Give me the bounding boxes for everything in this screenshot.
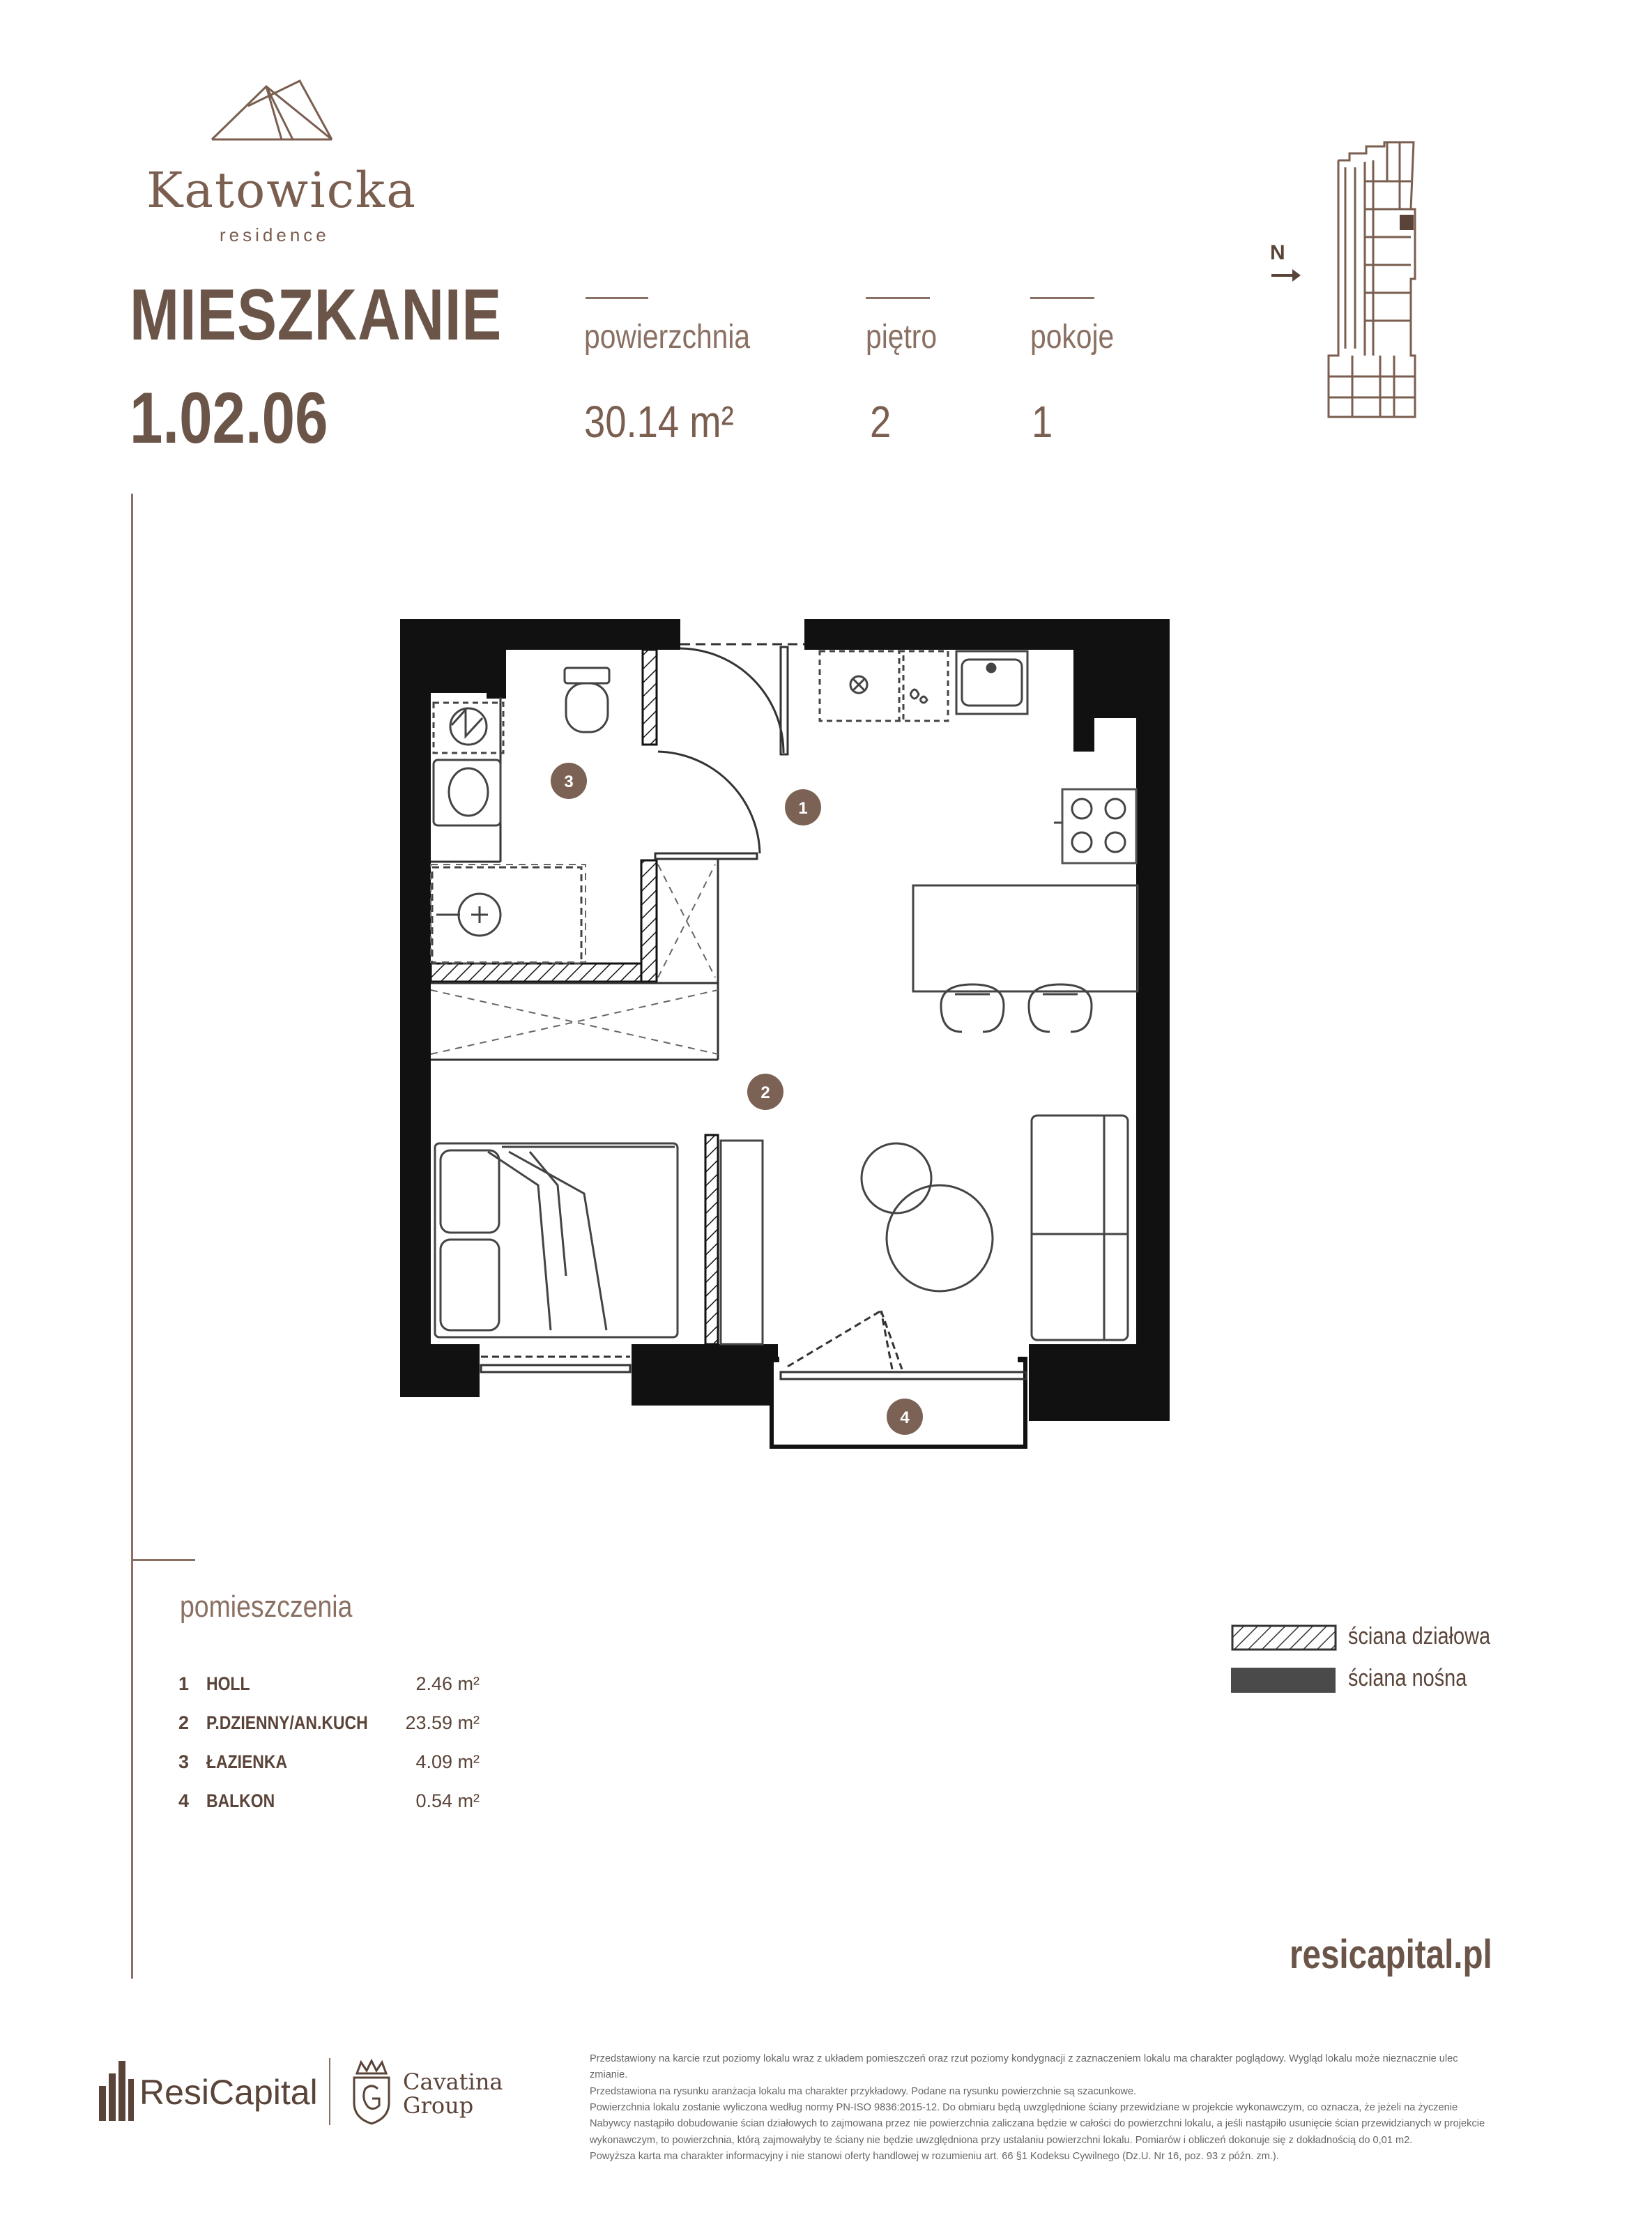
room-name: HOLL xyxy=(206,1673,250,1694)
stat-label-floor: piętro xyxy=(866,319,938,356)
room-badge-2: 2 xyxy=(760,1083,770,1102)
website-link[interactable]: resicapital.pl xyxy=(1290,1932,1492,1977)
room-area: 4.09 m² xyxy=(415,1751,480,1772)
stat-value-area: 30.14 m² xyxy=(584,397,734,447)
apartment-highlight xyxy=(1400,215,1414,230)
compass-label: N xyxy=(1270,241,1285,264)
room-area: 0.54 m² xyxy=(415,1790,480,1811)
brand-subtitle: residence xyxy=(220,224,330,245)
room-badge-4: 4 xyxy=(900,1408,910,1427)
cavatina-line1: Cavatina xyxy=(403,2069,503,2095)
legend-partition-swatch xyxy=(1231,1624,1337,1651)
room-name: ŁAZIENKA xyxy=(206,1751,288,1772)
mountain-logo-icon xyxy=(209,78,335,142)
page-title: MIESZKANIE xyxy=(130,275,503,356)
stat-divider xyxy=(586,297,648,299)
stat-label-rooms: pokoje xyxy=(1030,319,1115,356)
frame-vertical-line xyxy=(131,494,133,1979)
cavatina-line2: Group xyxy=(403,2092,474,2119)
room-badge-3: 3 xyxy=(564,772,574,791)
room-number: 2 xyxy=(178,1712,190,1733)
legend-partition-label: ściana działowa xyxy=(1348,1623,1491,1650)
stat-label-area: powierzchnia xyxy=(584,319,751,356)
north-arrow-icon xyxy=(1269,264,1302,287)
disclaimer-line: Powierzchnia lokalu zostanie wyliczona według normy PN-ISO 9836:2015-12. Do obmiaru będą uwzględnione ściany przewidziane w projekcie wykonawczym, co oznacza, że jeżeli na życzenie Nabywcy nastąpiło dobudowanie ścian działowych to zajmowana przez nie powierzchnia zaliczana będzie w całości do powierzchni lokalu, a jeśli nastąpiło usunięcie ścian przewidzianych w projekcie wykonawczym, to powierzchnia, którą zajmowałyby te ściany nie będzie uwzględniona przy ustalaniu powierzchni lokalu. Pomiarów i obliczeń dokonuje się z dokładnością do 0,01 m2. xyxy=(590,2102,1485,2146)
disclaimer-line: Przedstawiony na karcie rzut poziomy lokalu wraz z układem pomieszczeń oraz rzut poziomy kondygnacji z zaznaczeniem lokalu ma charakter poglądowy. Wygląd lokalu może nieznacznie ulec zmianie. xyxy=(590,2053,1458,2081)
legend-bearing-swatch xyxy=(1231,1668,1336,1693)
room-number: 3 xyxy=(178,1751,190,1772)
stat-value-floor: 2 xyxy=(870,397,892,447)
legend-bearing-label: ściana nośna xyxy=(1348,1665,1467,1691)
brand-name: Katowicka xyxy=(146,162,417,219)
disclaimer-line: Powyższa karta ma charakter informacyjny i nie stanowi oferty handlowej w rozumieniu art. 66 §1 Kodeksu Cywilnego (Dz.U. Nr 16, poz. 93 z późn. zm.). xyxy=(590,2151,1279,2163)
room-area: 2.46 m² xyxy=(415,1673,480,1694)
frame-horizontal-line xyxy=(131,1559,195,1561)
disclaimer xyxy=(590,2051,1489,2165)
apartment-number: 1.02.06 xyxy=(130,378,328,459)
room-number: 4 xyxy=(178,1790,190,1811)
room-name: BALKON xyxy=(206,1790,275,1811)
footer-divider xyxy=(329,2058,330,2125)
room-area: 23.59 m² xyxy=(405,1712,480,1733)
room-number: 1 xyxy=(178,1673,190,1694)
rooms-title: pomieszczenia xyxy=(180,1590,353,1624)
floor-plan xyxy=(390,607,1192,1457)
room-name: P.DZIENNY/AN.KUCH xyxy=(206,1712,368,1733)
resicapital-logo-text: ResiCapital xyxy=(139,2073,318,2112)
stat-divider xyxy=(866,297,930,299)
resicapital-logo-icon xyxy=(98,2058,135,2122)
disclaimer-line: Przedstawiona na rysunku aranżacja lokalu ma charakter przykładowy. Podane na rysunku powierzchnie są szacunkowe. xyxy=(590,2085,1137,2097)
room-badge-1: 1 xyxy=(798,799,808,818)
cavatina-logo-text xyxy=(403,2071,503,2117)
building-key-plan xyxy=(1324,139,1422,425)
cavatina-crest-icon xyxy=(349,2058,395,2125)
stat-divider xyxy=(1030,297,1094,299)
stat-value-rooms: 1 xyxy=(1032,397,1053,447)
